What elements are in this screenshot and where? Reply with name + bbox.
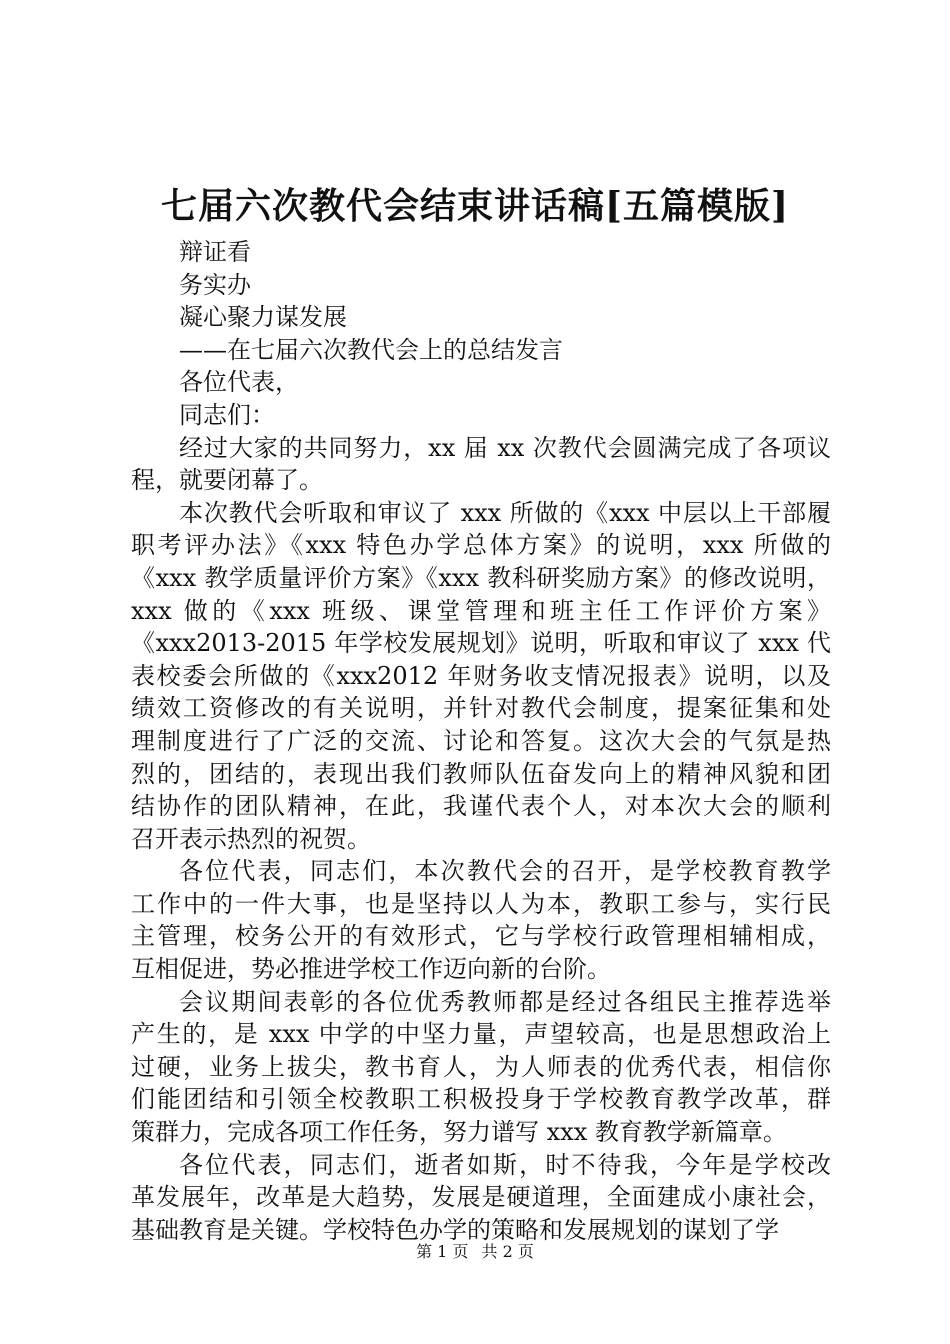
paragraph-line: 烈的，团结的，表现出我们教师队伍奋发向上的精神风貌和团 (131, 759, 831, 788)
paragraph-line: 召开表示热烈的祝贺。 (131, 824, 371, 853)
paragraph-line: 绩效工资修改的有关说明，并针对教代会制度，提案征集和处 (131, 694, 831, 723)
header-line: 务实办 (179, 270, 251, 299)
paragraph (131, 432, 831, 497)
paragraph-line: 各位代表，同志们，逝者如斯，时不待我，今年是学校改 (179, 1150, 831, 1179)
paragraph-line: xxx 做的《xxx 班级、课堂管理和班主任工作评价方案》 (131, 596, 831, 625)
header-line: 辩证看 (179, 238, 251, 266)
paragraph-line: 主管理，校务公开的有效形式，它与学校行政管理相辅相成， (131, 922, 831, 951)
salutation-line: 各位代表， (179, 368, 299, 397)
paragraph-line: 们能团结和引领全校教职工积极投身于学校教育教学改革，群 (131, 1085, 831, 1114)
paragraph-line: 策群力，完成各项工作任务，努力谱写 xxx 教育教学新篇章。 (131, 1118, 787, 1147)
paragraph-line: 工作中的一件大事，也是坚持以人为本，教职工参与，实行民 (131, 889, 831, 918)
document-title: 七届六次教代会结束讲话稿[五篇模版] (160, 185, 790, 227)
paragraph-line: 理制度进行了广泛的交流、讨论和答复。这次大会的气氛是热 (131, 726, 831, 755)
paragraph-line: 革发展年，改革是大趋势，发展是硬道理，全面建成小康社会， (131, 1183, 831, 1212)
paragraph-line: 表校委会所做的《xxx2012 年财务收支情况报表》说明，以及 (131, 661, 831, 690)
paragraph-line: 结协作的团队精神，在此，我谨代表个人，对本次大会的顺利 (131, 792, 831, 821)
paragraph-line: 过硬，业务上拔尖，教书育人，为人师表的优秀代表，相信你 (131, 1052, 831, 1081)
paragraph-line: 本次教代会听取和审议了 xxx 所做的《xxx 中层以上干部履 (179, 498, 831, 527)
paragraph-line: 产生的，是 xxx 中学的中坚力量，声望较高，也是思想政治上 (131, 1020, 831, 1049)
paragraph-line: 会议期间表彰的各位优秀教师都是经过各组民主推荐选举 (179, 987, 831, 1016)
subtitle-line: ——在七届六次教代会上的总结发言 (179, 335, 563, 364)
paragraph (131, 986, 831, 1149)
header-line: 凝心聚力谋发展 (179, 303, 347, 332)
paragraph-line: 《xxx 教学质量评价方案》《xxx 教科研奖励方案》的修改说明， (131, 563, 831, 592)
page-footer (0, 1241, 950, 1263)
paragraph-line: 《xxx2013-2015 年学校发展规划》说明，听取和审议了 xxx 代 (131, 629, 831, 658)
paragraph-line: 各位代表，同志们，本次教代会的召开，是学校教育教学 (179, 857, 831, 886)
paragraph (131, 497, 831, 856)
salutation-line: 同志们： (179, 400, 275, 429)
paragraph-line: 基础教育是关键。学校特色办学的策略和发展规划的谋划了学 (131, 1215, 779, 1244)
paragraph (131, 855, 831, 985)
paragraph-line: 程，就要闭幕了。 (131, 466, 323, 495)
paragraph-line: 互相促进，势必推进学校工作迈向新的台阶。 (131, 955, 611, 984)
document-body (131, 236, 831, 1246)
paragraph-container (131, 432, 831, 1247)
paragraph-line: 职考评办法》《xxx 特色办学总体方案》的说明，xxx 所做的 (131, 531, 831, 560)
page-total: 共 2 页 (481, 1242, 534, 1261)
page-number: 第 1 页 (416, 1242, 469, 1261)
paragraph (131, 1149, 831, 1247)
paragraph-line: 经过大家的共同努力，xx 届 xx 次教代会圆满完成了各项议 (179, 433, 831, 462)
